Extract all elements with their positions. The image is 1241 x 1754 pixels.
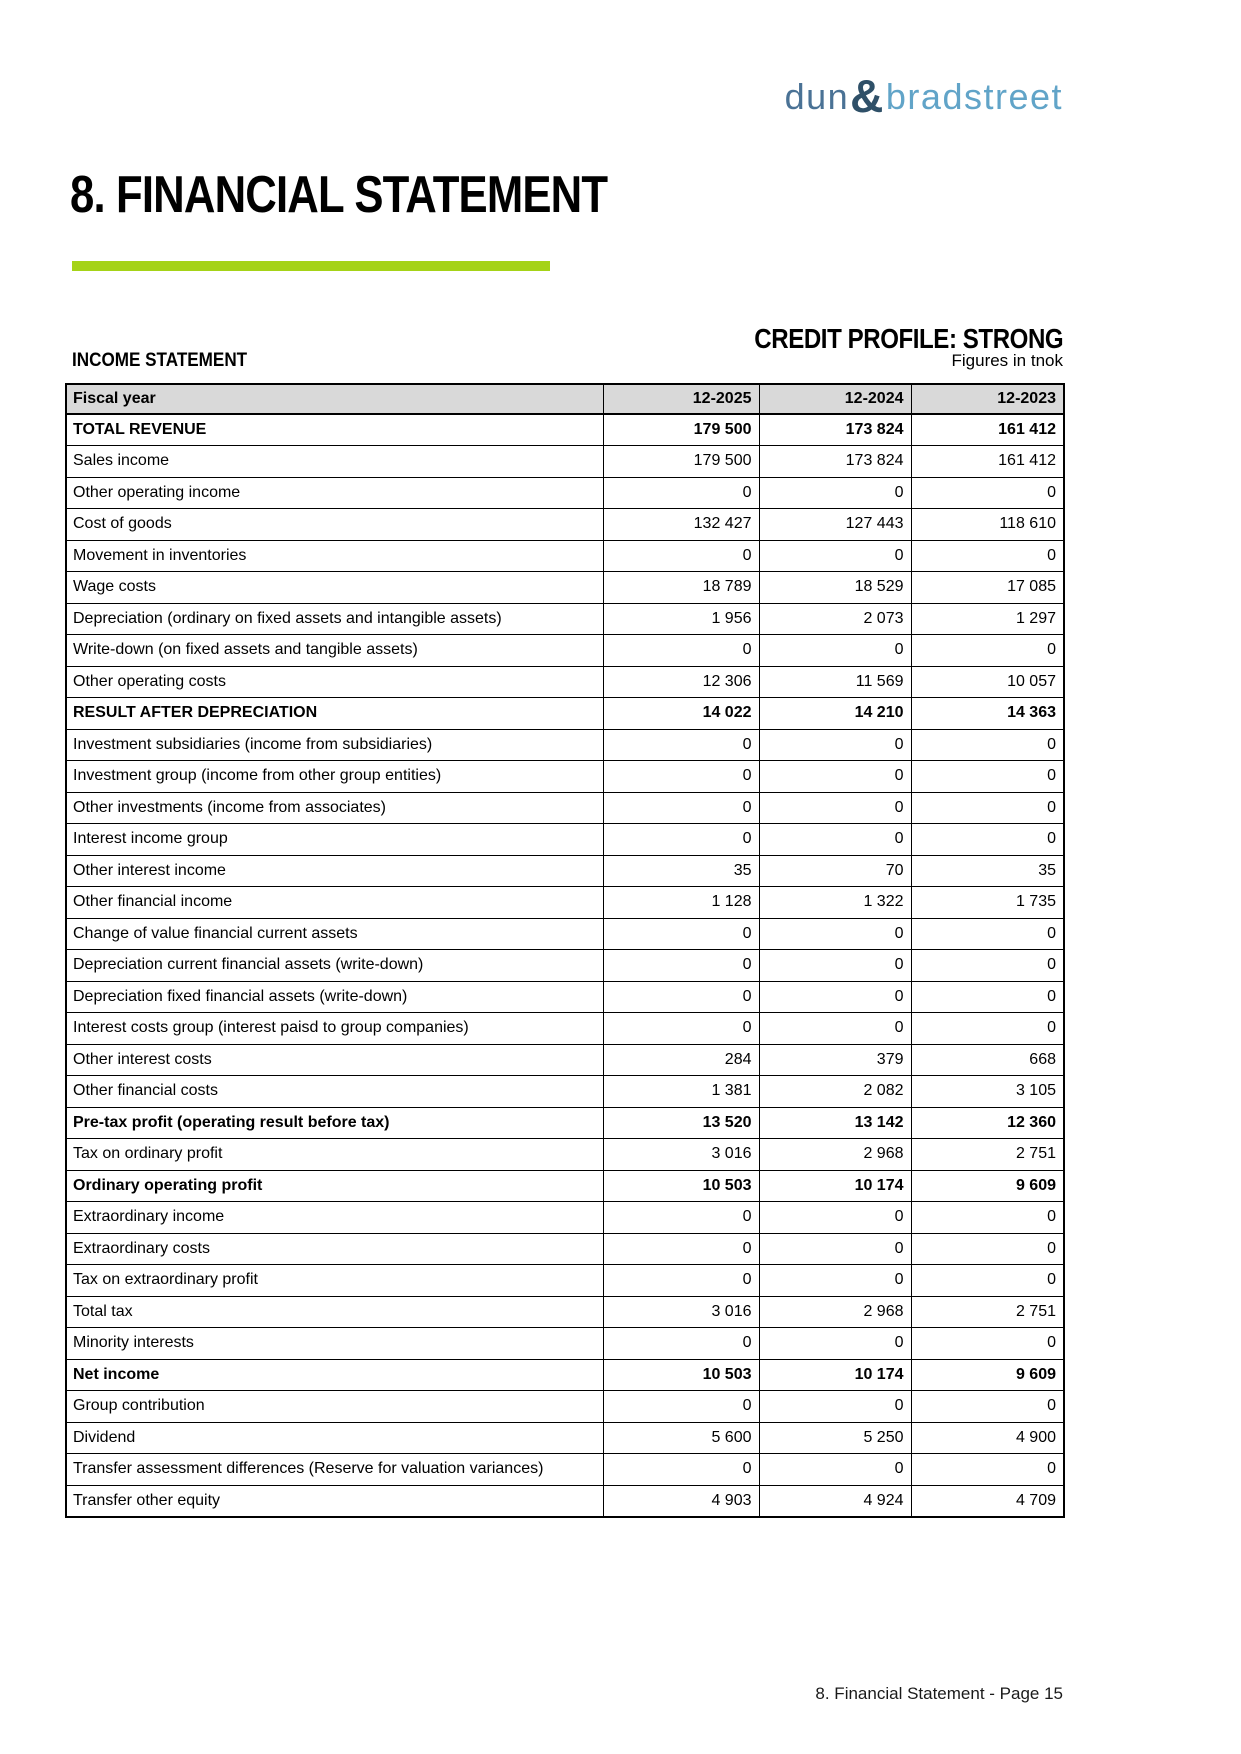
row-value: 0 (759, 824, 911, 856)
table-row (66, 981, 1064, 1013)
row-value: 0 (603, 1391, 759, 1423)
row-value: 0 (603, 729, 759, 761)
row-value: 1 297 (911, 603, 1064, 635)
row-label: Pre-tax profit (operating result before tax) (66, 1107, 603, 1139)
row-value: 0 (603, 1233, 759, 1265)
row-value: 0 (759, 1202, 911, 1234)
row-label: Other operating income (66, 477, 603, 509)
table-row (66, 729, 1064, 761)
row-value: 0 (603, 1265, 759, 1297)
row-value: 0 (759, 981, 911, 1013)
logo-text-dun: dun (784, 76, 850, 117)
row-value: 132 427 (603, 509, 759, 541)
table-subheader (72, 350, 1063, 372)
figures-unit-label: Figures in tnok (951, 351, 1063, 370)
row-value: 11 569 (759, 666, 911, 698)
table-row (66, 918, 1064, 950)
row-label: RESULT AFTER DEPRECIATION (66, 698, 603, 730)
row-value: 0 (603, 1202, 759, 1234)
row-value: 668 (911, 1044, 1064, 1076)
row-value: 0 (603, 918, 759, 950)
row-label: Sales income (66, 446, 603, 478)
row-value: 0 (759, 1013, 911, 1045)
row-value: 2 082 (759, 1076, 911, 1108)
row-label: Movement in inventories (66, 540, 603, 572)
table-row (66, 572, 1064, 604)
table-row (66, 603, 1064, 635)
row-value: 17 085 (911, 572, 1064, 604)
table-header-row (66, 384, 1064, 414)
row-label: Extraordinary costs (66, 1233, 603, 1265)
row-value: 2 751 (911, 1139, 1064, 1171)
credit-profile-label: CREDIT PROFILE: STRONG (754, 323, 1063, 354)
row-value: 161 412 (911, 446, 1064, 478)
row-value: 10 174 (759, 1170, 911, 1202)
table-row (66, 1359, 1064, 1391)
row-label: Change of value financial current assets (66, 918, 603, 950)
row-value: 3 016 (603, 1139, 759, 1171)
table-row (66, 540, 1064, 572)
row-value: 1 956 (603, 603, 759, 635)
row-value: 379 (759, 1044, 911, 1076)
row-label: Other operating costs (66, 666, 603, 698)
row-value: 0 (759, 635, 911, 667)
row-value: 3 016 (603, 1296, 759, 1328)
row-value: 2 968 (759, 1139, 911, 1171)
row-value: 2 751 (911, 1296, 1064, 1328)
row-label: Interest costs group (interest paisd to group companies) (66, 1013, 603, 1045)
table-row (66, 509, 1064, 541)
income-statement-table-body (66, 414, 1064, 1517)
row-value: 14 363 (911, 698, 1064, 730)
row-label: Tax on extraordinary profit (66, 1265, 603, 1297)
row-label: Transfer other equity (66, 1485, 603, 1517)
row-value: 10 503 (603, 1170, 759, 1202)
logo-ampersand-icon: & (850, 70, 885, 122)
page-title: 8. FINANCIAL STATEMENT (70, 166, 608, 224)
row-value: 0 (603, 1328, 759, 1360)
row-value: 0 (759, 1454, 911, 1486)
row-value: 4 924 (759, 1485, 911, 1517)
row-label: Depreciation fixed financial assets (write-down) (66, 981, 603, 1013)
row-value: 9 609 (911, 1170, 1064, 1202)
year-header-2025: 12-2025 (603, 384, 759, 414)
table-row (66, 855, 1064, 887)
row-value: 0 (603, 540, 759, 572)
row-label: Investment group (income from other group entities) (66, 761, 603, 793)
income-statement-label: INCOME STATEMENT (72, 350, 248, 371)
row-value: 0 (911, 981, 1064, 1013)
table-row (66, 1328, 1064, 1360)
row-label: Write-down (on fixed assets and tangible assets) (66, 635, 603, 667)
row-value: 0 (759, 950, 911, 982)
row-label: Depreciation (ordinary on fixed assets and intangible assets) (66, 603, 603, 635)
table-row (66, 1296, 1064, 1328)
row-value: 5 600 (603, 1422, 759, 1454)
row-value: 0 (911, 635, 1064, 667)
table-row (66, 1422, 1064, 1454)
row-label: Interest income group (66, 824, 603, 856)
year-header-2023: 12-2023 (911, 384, 1064, 414)
row-value: 161 412 (911, 414, 1064, 446)
row-label: Depreciation current financial assets (write-down) (66, 950, 603, 982)
row-value: 14 210 (759, 698, 911, 730)
row-value: 70 (759, 855, 911, 887)
row-value: 0 (759, 477, 911, 509)
row-label: Transfer assessment differences (Reserve for valuation variances) (66, 1454, 603, 1486)
table-row (66, 446, 1064, 478)
table-row (66, 887, 1064, 919)
row-value: 10 174 (759, 1359, 911, 1391)
row-value: 0 (603, 761, 759, 793)
row-value: 0 (911, 1454, 1064, 1486)
row-value: 0 (911, 1233, 1064, 1265)
row-value: 12 306 (603, 666, 759, 698)
row-value: 0 (759, 540, 911, 572)
row-value: 2 073 (759, 603, 911, 635)
year-header-2024: 12-2024 (759, 384, 911, 414)
row-value: 0 (759, 1328, 911, 1360)
row-value: 9 609 (911, 1359, 1064, 1391)
table-row (66, 1265, 1064, 1297)
row-value: 4 900 (911, 1422, 1064, 1454)
row-label: Wage costs (66, 572, 603, 604)
table-row (66, 792, 1064, 824)
row-value: 0 (911, 1391, 1064, 1423)
row-value: 0 (911, 1328, 1064, 1360)
table-row (66, 1107, 1064, 1139)
row-value: 173 824 (759, 446, 911, 478)
table-row (66, 1391, 1064, 1423)
income-statement-table (65, 383, 1065, 1518)
row-value: 12 360 (911, 1107, 1064, 1139)
row-value: 4 903 (603, 1485, 759, 1517)
table-row (66, 414, 1064, 446)
row-label: Minority interests (66, 1328, 603, 1360)
row-value: 0 (603, 1013, 759, 1045)
table-row (66, 698, 1064, 730)
row-value: 0 (911, 540, 1064, 572)
page-footer: 8. Financial Statement - Page 15 (815, 1684, 1063, 1703)
row-value: 0 (759, 1233, 911, 1265)
row-value: 1 735 (911, 887, 1064, 919)
row-value: 35 (603, 855, 759, 887)
row-label: Net income (66, 1359, 603, 1391)
row-value: 35 (911, 855, 1064, 887)
row-label: Other financial income (66, 887, 603, 919)
row-value: 0 (911, 477, 1064, 509)
title-underline-bar (72, 261, 550, 271)
row-value: 10 503 (603, 1359, 759, 1391)
row-value: 0 (759, 1391, 911, 1423)
row-value: 13 142 (759, 1107, 911, 1139)
row-value: 0 (603, 824, 759, 856)
row-value: 0 (603, 981, 759, 1013)
row-value: 0 (603, 477, 759, 509)
row-label: Other interest costs (66, 1044, 603, 1076)
row-value: 0 (759, 792, 911, 824)
row-value: 1 322 (759, 887, 911, 919)
logo-text-bradstreet: bradstreet (885, 76, 1063, 117)
row-value: 1 128 (603, 887, 759, 919)
row-value: 0 (603, 1454, 759, 1486)
row-value: 0 (911, 729, 1064, 761)
row-value: 1 381 (603, 1076, 759, 1108)
row-value: 284 (603, 1044, 759, 1076)
row-value: 0 (911, 1265, 1064, 1297)
row-value: 18 529 (759, 572, 911, 604)
row-value: 127 443 (759, 509, 911, 541)
row-label: Other interest income (66, 855, 603, 887)
row-value: 0 (759, 1265, 911, 1297)
row-value: 173 824 (759, 414, 911, 446)
row-label: Cost of goods (66, 509, 603, 541)
row-label: Group contribution (66, 1391, 603, 1423)
table-row (66, 1013, 1064, 1045)
table-row (66, 824, 1064, 856)
table-row (66, 1170, 1064, 1202)
table-row (66, 666, 1064, 698)
row-value: 0 (911, 918, 1064, 950)
row-value: 5 250 (759, 1422, 911, 1454)
row-value: 0 (759, 729, 911, 761)
row-value: 0 (911, 1013, 1064, 1045)
row-label: Investment subsidiaries (income from subsidiaries) (66, 729, 603, 761)
row-value: 0 (759, 761, 911, 793)
row-value: 2 968 (759, 1296, 911, 1328)
row-label: Tax on ordinary profit (66, 1139, 603, 1171)
table-row (66, 635, 1064, 667)
table-row (66, 1076, 1064, 1108)
row-value: 0 (911, 950, 1064, 982)
table-row (66, 1044, 1064, 1076)
row-label: Total tax (66, 1296, 603, 1328)
row-value: 13 520 (603, 1107, 759, 1139)
row-label: TOTAL REVENUE (66, 414, 603, 446)
row-label: Extraordinary income (66, 1202, 603, 1234)
row-value: 0 (911, 1202, 1064, 1234)
row-value: 179 500 (603, 446, 759, 478)
row-value: 3 105 (911, 1076, 1064, 1108)
row-label: Dividend (66, 1422, 603, 1454)
table-row (66, 761, 1064, 793)
table-row (66, 1202, 1064, 1234)
row-value: 0 (603, 950, 759, 982)
row-label: Ordinary operating profit (66, 1170, 603, 1202)
row-value: 0 (603, 792, 759, 824)
row-value: 179 500 (603, 414, 759, 446)
row-value: 0 (911, 824, 1064, 856)
table-row (66, 477, 1064, 509)
row-label: Other investments (income from associates) (66, 792, 603, 824)
row-value: 0 (911, 761, 1064, 793)
row-label: Other financial costs (66, 1076, 603, 1108)
dun-bradstreet-logo (784, 70, 1063, 122)
fiscal-year-header: Fiscal year (66, 384, 603, 414)
table-row (66, 950, 1064, 982)
row-value: 0 (603, 635, 759, 667)
row-value: 18 789 (603, 572, 759, 604)
row-value: 118 610 (911, 509, 1064, 541)
row-value: 0 (911, 792, 1064, 824)
table-row (66, 1454, 1064, 1486)
table-row (66, 1233, 1064, 1265)
row-value: 0 (759, 918, 911, 950)
row-value: 10 057 (911, 666, 1064, 698)
table-row (66, 1485, 1064, 1517)
row-value: 14 022 (603, 698, 759, 730)
row-value: 4 709 (911, 1485, 1064, 1517)
table-row (66, 1139, 1064, 1171)
